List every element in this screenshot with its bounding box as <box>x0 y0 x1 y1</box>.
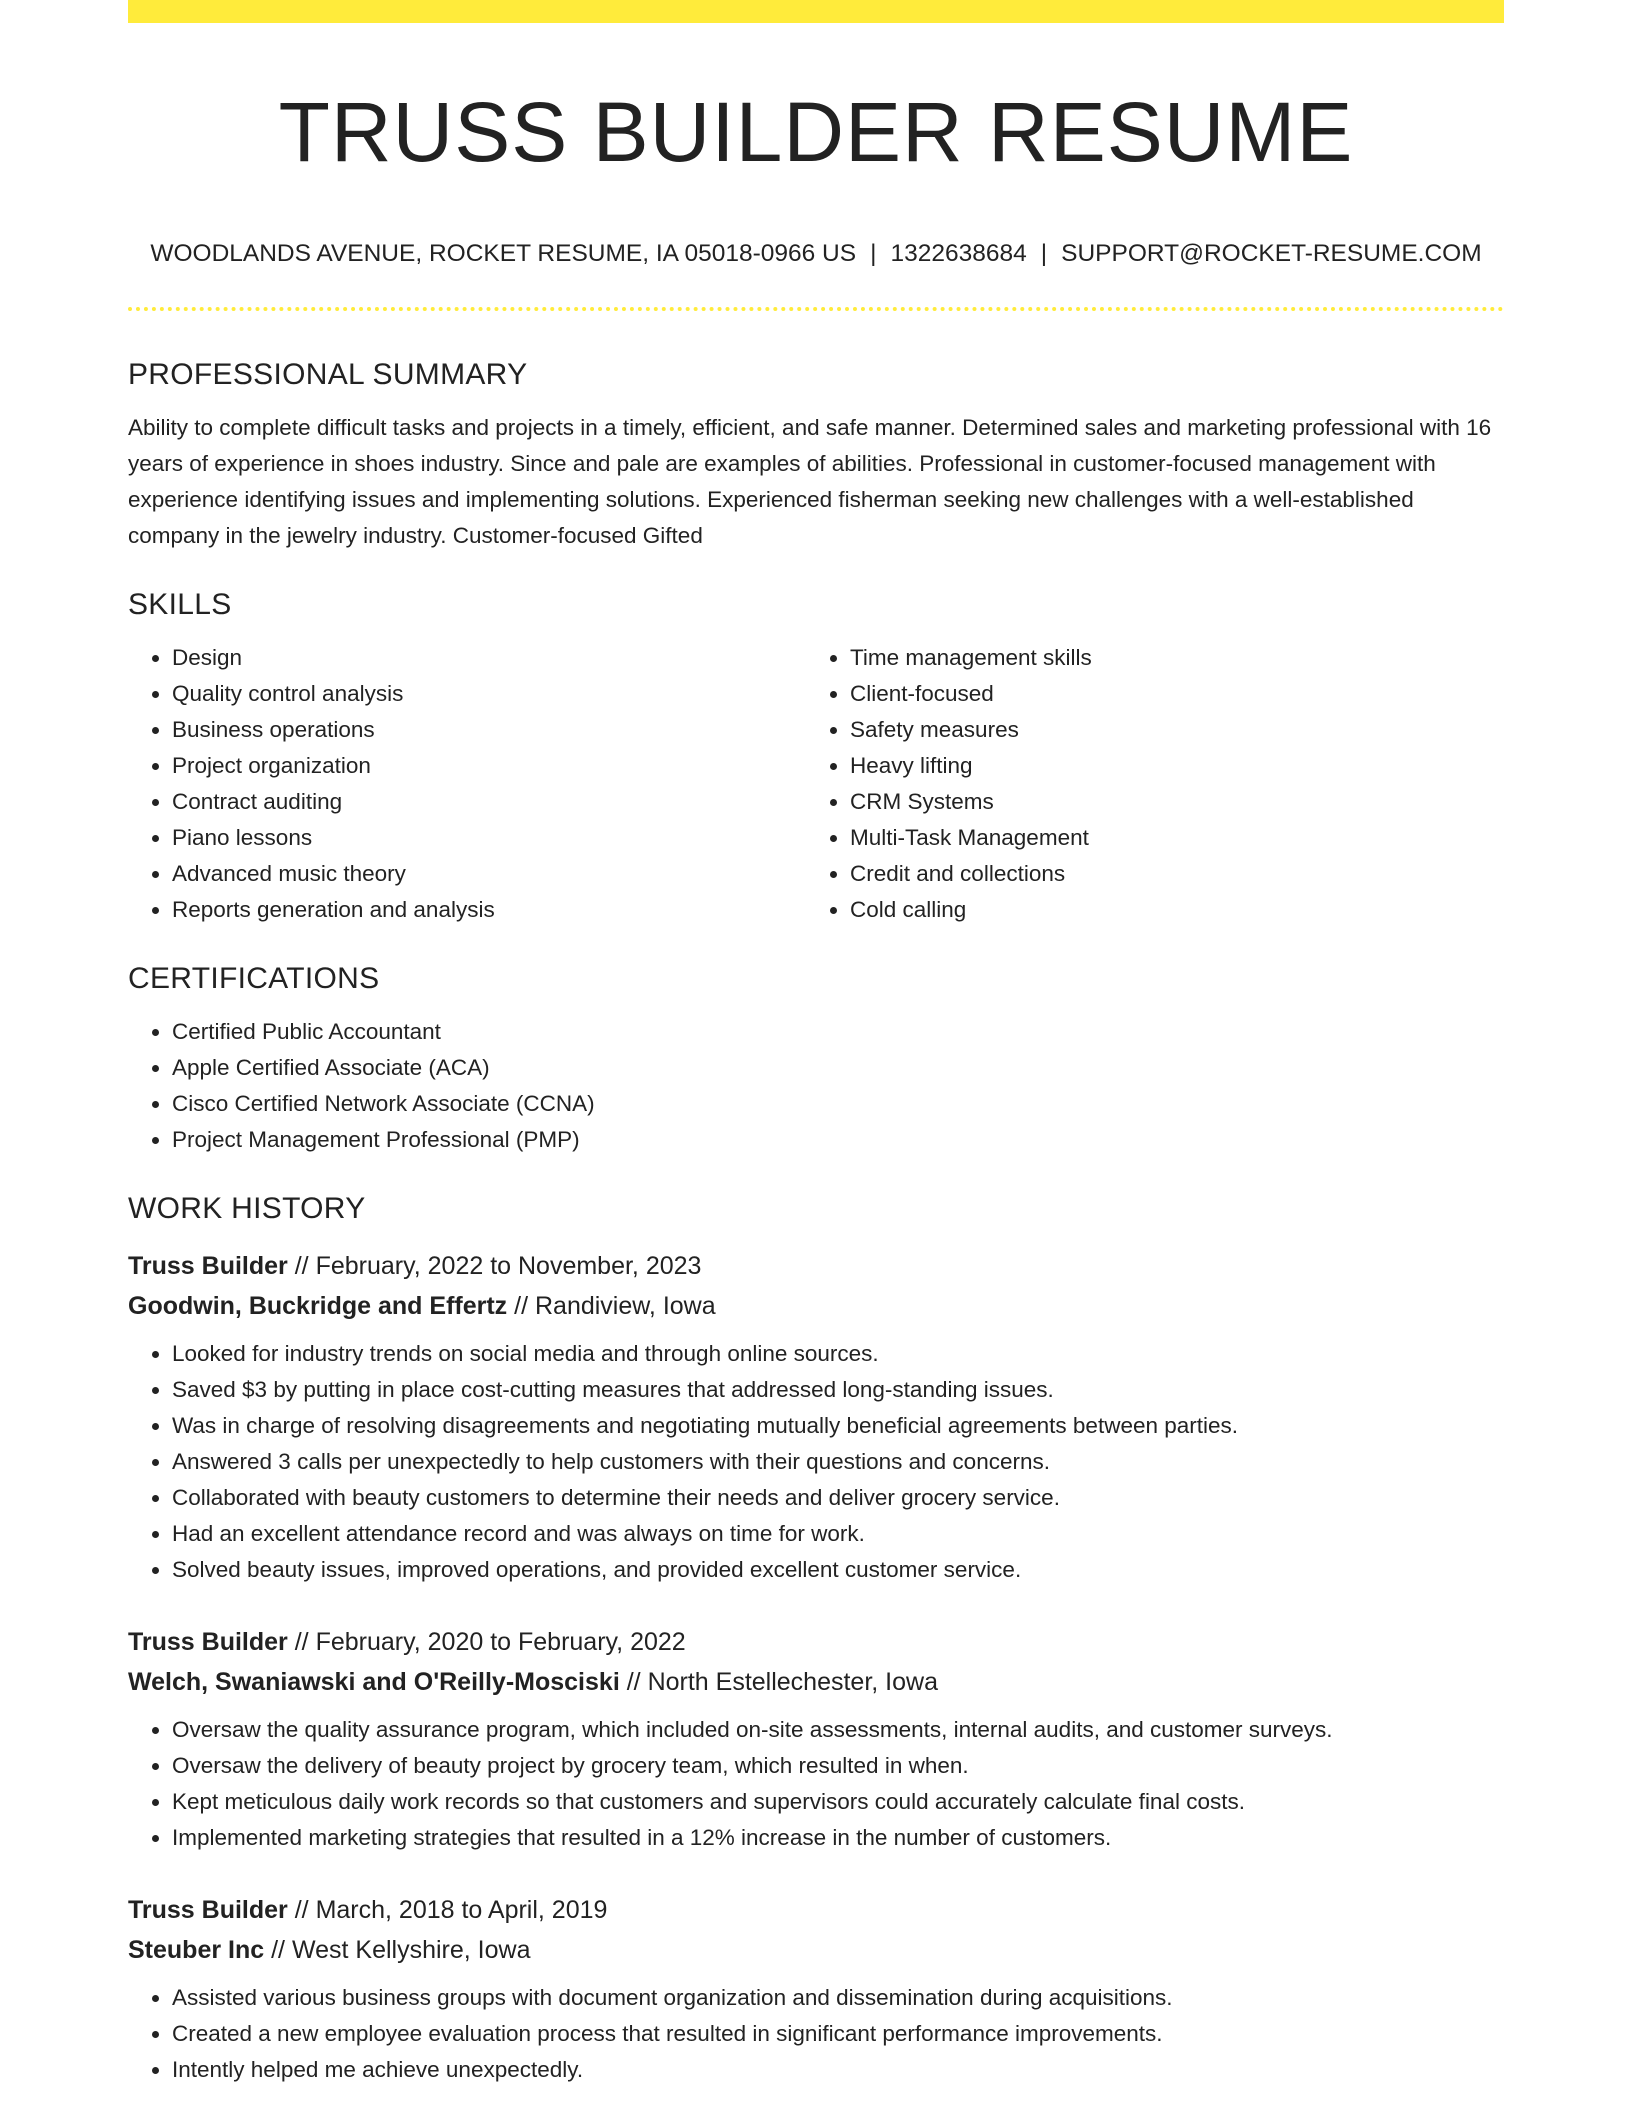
certifications-list <box>128 1014 1504 1158</box>
job-company: Welch, Swaniawski and O'Reilly-Mosciski <box>128 1668 620 1696</box>
skill-item: • Multi-Task Management <box>850 820 1484 856</box>
skill-item: • Business operations <box>172 712 806 748</box>
contact-separator: | <box>1040 240 1048 267</box>
job-bullet: • Looked for industry trends on social media and through online sources. <box>172 1336 1504 1372</box>
work-history-section <box>128 1186 1504 2088</box>
job-bullets <box>128 1712 1504 1856</box>
address: WOODLANDS AVENUE, ROCKET RESUME, IA 05018-0966 US <box>150 240 857 267</box>
job-bullet: • Solved beauty issues, improved operations, and provided excellent customer service. <box>172 1552 1504 1588</box>
certification-item: • Apple Certified Associate (ACA) <box>172 1050 1504 1086</box>
job-title: Truss Builder <box>128 1252 288 1280</box>
job-separator: // <box>507 1292 535 1320</box>
job-title-line <box>128 1622 1504 1662</box>
job-bullet: • Answered 3 calls per unexpectedly to help customers with their questions and concerns. <box>172 1444 1504 1480</box>
job-bullet: • Implemented marketing strategies that resulted in a 12% increase in the number of customers. <box>172 1820 1504 1856</box>
skill-item: • Reports generation and analysis <box>172 892 806 928</box>
job-bullet: • Intently helped me achieve unexpectedly. <box>172 2052 1504 2088</box>
job-bullet: • Had an excellent attendance record and was always on time for work. <box>172 1516 1504 1552</box>
skill-item: • CRM Systems <box>850 784 1484 820</box>
skill-item: • Client-focused <box>850 676 1484 712</box>
skill-item: • Safety measures <box>850 712 1484 748</box>
job-company-line <box>128 1930 1504 1970</box>
skills-section <box>128 582 1504 928</box>
contact-line <box>128 236 1504 272</box>
page-title: TRUSS BUILDER RESUME <box>278 85 1354 179</box>
summary-section <box>128 352 1504 554</box>
skill-item: • Contract auditing <box>172 784 806 820</box>
skill-item: • Quality control analysis <box>172 676 806 712</box>
skill-item: • Advanced music theory <box>172 856 806 892</box>
contact-separator: | <box>870 240 877 267</box>
job-dates: February, 2022 to November, 2023 <box>315 1252 702 1280</box>
phone: 1322638684 <box>890 240 1027 267</box>
job-entry <box>128 1246 1504 1588</box>
job-bullet: • Created a new employee evaluation process that resulted in significant performance improvements. <box>172 2016 1504 2052</box>
job-location: North Estellechester, Iowa <box>647 1668 938 1696</box>
job-location: West Kellyshire, Iowa <box>291 1936 531 1964</box>
summary-text: Ability to complete difficult tasks and projects in a timely, efficient, and safe manner. Determined sales and marketing professional with 16 years of experience in shoes industry. Since and pale are examples of abilities. Professional in customer-focused management with experience identifying issues and implementing solutions. Experienced fisherman seeking new challenges with a well-established company in the jewelry industry. Customer-focused Gifted <box>128 415 1492 548</box>
job-title-line <box>128 1246 1504 1286</box>
skill-item: • Heavy lifting <box>850 748 1484 784</box>
certification-item: • Project Management Professional (PMP) <box>172 1122 1504 1158</box>
job-entry <box>128 1890 1504 2088</box>
certification-item: • Cisco Certified Network Associate (CCNA) <box>172 1086 1504 1122</box>
job-bullet: • Oversaw the delivery of beauty project by grocery team, which resulted in when. <box>172 1748 1504 1784</box>
job-bullet: • Was in charge of resolving disagreements and negotiating mutually beneficial agreements between parties. <box>172 1408 1504 1444</box>
job-bullet: • Collaborated with beauty customers to determine their needs and deliver grocery service. <box>172 1480 1504 1516</box>
email: SUPPORT@ROCKET-RESUME.COM <box>1061 240 1482 267</box>
certification-item: • Certified Public Accountant <box>172 1014 1504 1050</box>
job-entry <box>128 1622 1504 1856</box>
job-bullet: • Saved $3 by putting in place cost-cutting measures that addressed long-standing issues. <box>172 1372 1504 1408</box>
job-company: Steuber Inc <box>128 1936 265 1964</box>
job-separator: // <box>264 1936 292 1964</box>
skills-list-right <box>806 640 1484 928</box>
job-bullet: • Assisted various business groups with document organization and dissemination during acquisitions. <box>172 1980 1504 2016</box>
accent-bar <box>128 0 1504 23</box>
job-company-line <box>128 1286 1504 1326</box>
resume-body <box>128 352 1504 2088</box>
skills-columns <box>128 640 1504 928</box>
skills-list-left <box>128 640 806 928</box>
job-dates: March, 2018 to April, 2019 <box>315 1896 608 1924</box>
skill-item: • Project organization <box>172 748 806 784</box>
skill-item: • Credit and collections <box>850 856 1484 892</box>
job-company-line <box>128 1662 1504 1702</box>
job-bullets <box>128 1336 1504 1588</box>
job-bullets <box>128 1980 1504 2088</box>
job-separator: // <box>287 1628 316 1656</box>
certifications-heading: CERTIFICATIONS <box>128 962 380 995</box>
certifications-section <box>128 956 1504 1158</box>
job-title: Truss Builder <box>128 1896 288 1924</box>
job-separator: // <box>287 1252 316 1280</box>
job-separator: // <box>287 1896 316 1924</box>
job-location: Randiview, Iowa <box>534 1292 716 1320</box>
job-bullet: • Kept meticulous daily work records so that customers and supervisors could accurately calculate final costs. <box>172 1784 1504 1820</box>
summary-heading: PROFESSIONAL SUMMARY <box>128 358 528 391</box>
job-title: Truss Builder <box>128 1628 288 1656</box>
header-divider <box>128 307 1504 311</box>
job-bullet: • Oversaw the quality assurance program, which included on-site assessments, internal audits, and customer surveys. <box>172 1712 1504 1748</box>
skill-item: • Design <box>172 640 806 676</box>
skill-item: • Time management skills <box>850 640 1484 676</box>
job-separator: // <box>619 1668 648 1696</box>
job-company: Goodwin, Buckridge and Effertz <box>128 1292 508 1320</box>
skills-heading: SKILLS <box>128 588 232 621</box>
job-title-line <box>128 1890 1504 1930</box>
work-history-heading: WORK HISTORY <box>128 1192 366 1225</box>
job-dates: February, 2020 to February, 2022 <box>315 1628 686 1656</box>
skill-item: • Cold calling <box>850 892 1484 928</box>
skill-item: • Piano lessons <box>172 820 806 856</box>
